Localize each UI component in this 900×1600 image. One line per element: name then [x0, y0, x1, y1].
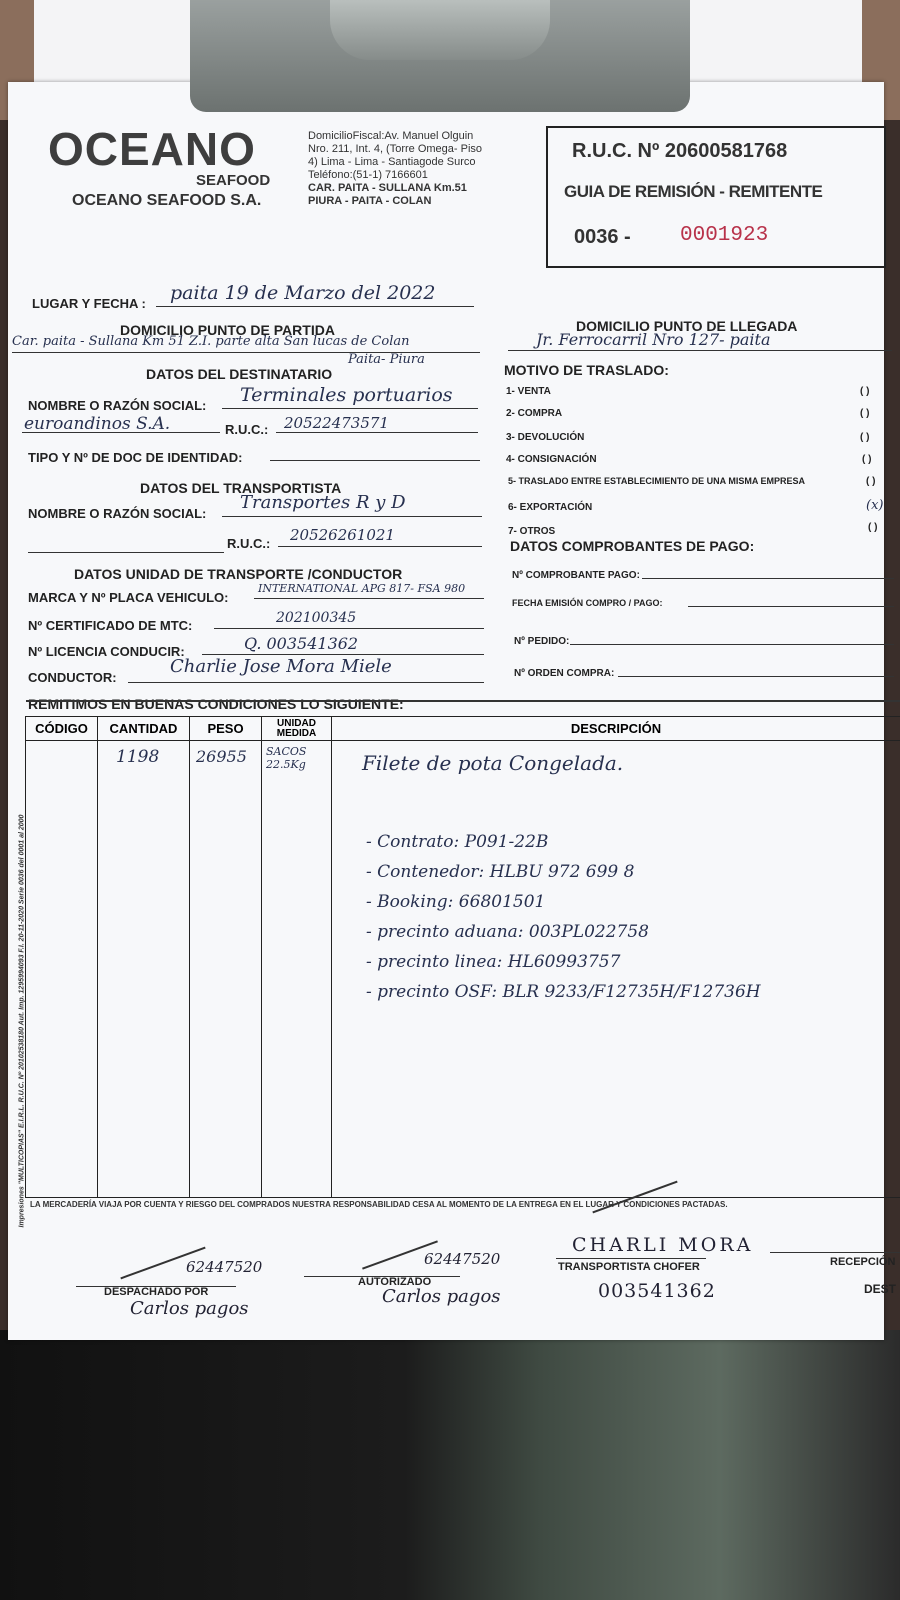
- motivo-checkbox: ( ): [866, 476, 876, 487]
- trans-razon-label: NOMBRE O RAZÓN SOCIAL:: [28, 506, 207, 521]
- address-line: PIURA - PAITA - COLAN: [308, 195, 432, 207]
- motivo-item: 6- EXPORTACIÓN: [508, 502, 593, 513]
- comprobante-fecha-label: FECHA EMISIÓN COMPRO / PAGO:: [512, 598, 663, 608]
- detail-item: - precinto linea: HL60993757: [366, 952, 621, 972]
- motivo-item: 2- COMPRA: [506, 408, 563, 419]
- address-line: 4) Lima - Lima - Santiagode Surco: [308, 156, 476, 168]
- conductor-label: CONDUCTOR:: [28, 670, 117, 685]
- motivo-checkbox: ( ): [862, 454, 872, 465]
- autorizado-number: 62447520: [424, 1250, 501, 1268]
- conductor-line: [128, 682, 484, 683]
- recepcion-label: RECEPCIÓN: [830, 1256, 896, 1268]
- series-number: 0036 -: [574, 226, 631, 248]
- motivo-checkbox: ( ): [860, 386, 870, 397]
- guide-title: GUIA DE REMISIÓN - REMITENTE: [564, 182, 823, 201]
- header-cantidad: CANTIDAD: [98, 717, 190, 741]
- unidad-value: SACOS 22.5Kg: [266, 745, 307, 771]
- despachado-number: 62447520: [186, 1258, 263, 1276]
- trans-ruc-prefix-line: [28, 552, 224, 553]
- conductor-value: Charlie Jose Mora Miele: [170, 656, 392, 677]
- unidad-title: DATOS UNIDAD DE TRANSPORTE /CONDUCTOR: [74, 566, 403, 582]
- address-line: CAR. PAITA - SULLANA Km.51: [308, 182, 467, 194]
- motivo-item: 1- VENTA: [506, 386, 551, 397]
- address-line: Teléfono:(51-1) 7166601: [308, 169, 428, 181]
- details-list: [366, 827, 900, 1007]
- header-descripcion: DESCRIPCIÓN: [332, 717, 900, 741]
- razon-social-value: Terminales portuarios: [240, 384, 453, 406]
- lugar-fecha-label: LUGAR Y FECHA :: [32, 296, 146, 311]
- pedido-label: Nº PEDIDO:: [514, 636, 570, 647]
- trans-ruc-value: 20526261021: [290, 526, 395, 544]
- pedido-line: [570, 644, 894, 645]
- comprobante-line: [642, 578, 894, 579]
- footer-note: LA MERCADERÍA VIAJA POR CUENTA Y RIESGO DEL COMPRADOS NUESTRA RESPONSABILIDAD CESA AL MOMENTO DE LA ENTREGA EN EL LUGAR Y CONDICIONES PACTADAS.: [30, 1200, 728, 1209]
- header-peso: PESO: [190, 717, 262, 741]
- placa-line: [254, 598, 484, 599]
- destinatario-ruc-label: R.U.C.:: [225, 422, 269, 437]
- clipboard-clip: [190, 0, 690, 112]
- recepcion-line: [770, 1252, 900, 1253]
- licencia-value: Q. 003541362: [244, 634, 359, 653]
- printer-side-note: Impresiones "MULTICOPIAS" E.I.R.L. R.U.C. Nº 20102538180 Aut. Imp. 1295994093 F.I. 20-11-2020 Serie 0036 del 0001 al 2000: [18, 814, 26, 1228]
- background-bottom: [0, 1330, 900, 1600]
- cell-peso: [190, 741, 262, 1198]
- partida-value-2: Paita- Piura: [348, 352, 425, 367]
- header-unidad: UNIDAD MEDIDA: [262, 717, 332, 741]
- cell-codigo: [26, 741, 98, 1198]
- llegada-label: DOMICILIO PUNTO DE LLEGADA: [576, 318, 798, 334]
- mtc-label: Nº CERTIFICADO DE MTC:: [28, 618, 193, 633]
- trans-ruc-line: [278, 546, 482, 547]
- table-row: [26, 741, 900, 1198]
- transportista-label: TRANSPORTISTA CHOFER: [558, 1261, 700, 1273]
- llegada-value: Jr. Ferrocarril Nro 127- paita: [536, 330, 771, 349]
- motivo-item: 4- CONSIGNACIÓN: [506, 454, 597, 465]
- trans-ruc-label: R.U.C.:: [227, 536, 271, 551]
- licencia-label: Nº LICENCIA CONDUCIR:: [28, 644, 185, 659]
- placa-value: INTERNATIONAL APG 817- FSA 980: [258, 582, 466, 595]
- partida-label: DOMICILIO PUNTO DE PARTIDA: [120, 322, 335, 338]
- cell-descripcion: [332, 741, 900, 1198]
- autorizado-name: Carlos pagos: [382, 1286, 501, 1307]
- transportista-number: 003541362: [598, 1280, 716, 1302]
- peso-value: 26955: [196, 747, 247, 766]
- partida-value: Car. paita - Sullana Km 51 Z.I. parte alta San lucas de Colan: [12, 334, 410, 349]
- detail-item: - Contrato: P091-22B: [366, 832, 549, 852]
- address-line: Nro. 211, Int. 4, (Torre Omega- Piso: [308, 143, 483, 155]
- table-title: REMITIMOS EN BUENAS CONDICIONES LO SIGUIENTE:: [28, 696, 404, 712]
- motivo-title: MOTIVO DE TRASLADO:: [504, 362, 669, 378]
- company-legal-name: OCEANO SEAFOOD S.A.: [72, 192, 262, 209]
- detail-item: - precinto aduana: 003PL022758: [366, 922, 649, 942]
- cell-unidad: [262, 741, 332, 1198]
- transportista-name: CHARLI MORA: [572, 1234, 754, 1256]
- trans-razon-value: Transportes R y D: [240, 492, 406, 513]
- destinatario-title: DATOS DEL DESTINATARIO: [146, 366, 333, 382]
- transportista-line: [556, 1258, 706, 1259]
- mtc-line: [214, 628, 484, 629]
- detail-item: - precinto OSF: BLR 9233/F12735H/F12736H: [366, 982, 761, 1002]
- dest-label: DEST: [864, 1282, 897, 1296]
- razon-social-line: [222, 408, 478, 409]
- razon-social-value-2: euroandinos S.A.: [24, 414, 171, 434]
- orden-compra-line: [618, 676, 894, 677]
- motivo-checkbox: ( ): [860, 432, 870, 443]
- llegada-line: [508, 350, 892, 351]
- detail-item: - Contenedor: HLBU 972 699 8: [366, 862, 635, 882]
- comprobantes-title: DATOS COMPROBANTES DE PAGO:: [510, 538, 755, 554]
- destinatario-ruc-line: [276, 432, 478, 433]
- lugar-fecha-line: [156, 306, 474, 307]
- placa-label: MARCA Y Nº PLACA VEHICULO:: [28, 590, 229, 605]
- lugar-fecha-value: paita 19 de Marzo del 2022: [170, 282, 436, 304]
- cell-cantidad: [98, 741, 190, 1198]
- autorizado-label: AUTORIZADO: [358, 1276, 432, 1288]
- table-top-rule: [26, 700, 900, 702]
- despachado-name: Carlos pagos: [130, 1298, 249, 1319]
- address-line: DomicilioFiscal:Av. Manuel Olguin: [308, 130, 474, 142]
- detail-item: - Booking: 66801501: [366, 892, 546, 912]
- doc-identidad-label: TIPO Y Nº DE DOC DE IDENTIDAD:: [28, 450, 243, 465]
- orden-compra-label: Nº ORDEN COMPRA:: [514, 668, 615, 679]
- descripcion-value: Filete de pota Congelada.: [362, 751, 624, 775]
- ruc-box: [546, 126, 886, 268]
- licencia-line: [202, 654, 484, 655]
- motivo-checkbox: ( ): [868, 522, 878, 533]
- motivo-item: 7- OTROS: [508, 526, 556, 537]
- motivo-checkbox: ( ): [860, 408, 870, 419]
- comprobante-label: Nº COMPROBANTE PAGO:: [512, 570, 640, 581]
- ruc-number: R.U.C. Nº 20600581768: [572, 140, 788, 162]
- company-address: [308, 130, 538, 208]
- company-logo-sub: SEAFOOD: [196, 172, 271, 189]
- header-codigo: CÓDIGO: [26, 717, 98, 741]
- trans-razon-line: [222, 516, 482, 517]
- cantidad-value: 1198: [116, 747, 160, 767]
- motivo-item: 3- DEVOLUCIÓN: [506, 432, 585, 443]
- motivo-checkbox-checked: (x): [866, 498, 884, 513]
- mtc-value: 202100345: [276, 610, 357, 626]
- motivo-item: 5- TRASLADO ENTRE ESTABLECIMIENTO DE UNA MISMA EMPRESA: [508, 476, 806, 486]
- document-number: 0001923: [680, 224, 769, 247]
- items-table: [25, 716, 900, 1198]
- company-logo: OCEANO: [48, 123, 256, 175]
- comprobante-fecha-line: [688, 606, 894, 607]
- razon-social-label: NOMBRE O RAZÓN SOCIAL:: [28, 398, 207, 413]
- destinatario-ruc-value: 20522473571: [284, 414, 389, 432]
- despachado-label: DESPACHADO POR: [104, 1286, 209, 1298]
- transportista-title: DATOS DEL TRANSPORTISTA: [140, 480, 342, 496]
- doc-identidad-line: [270, 460, 480, 461]
